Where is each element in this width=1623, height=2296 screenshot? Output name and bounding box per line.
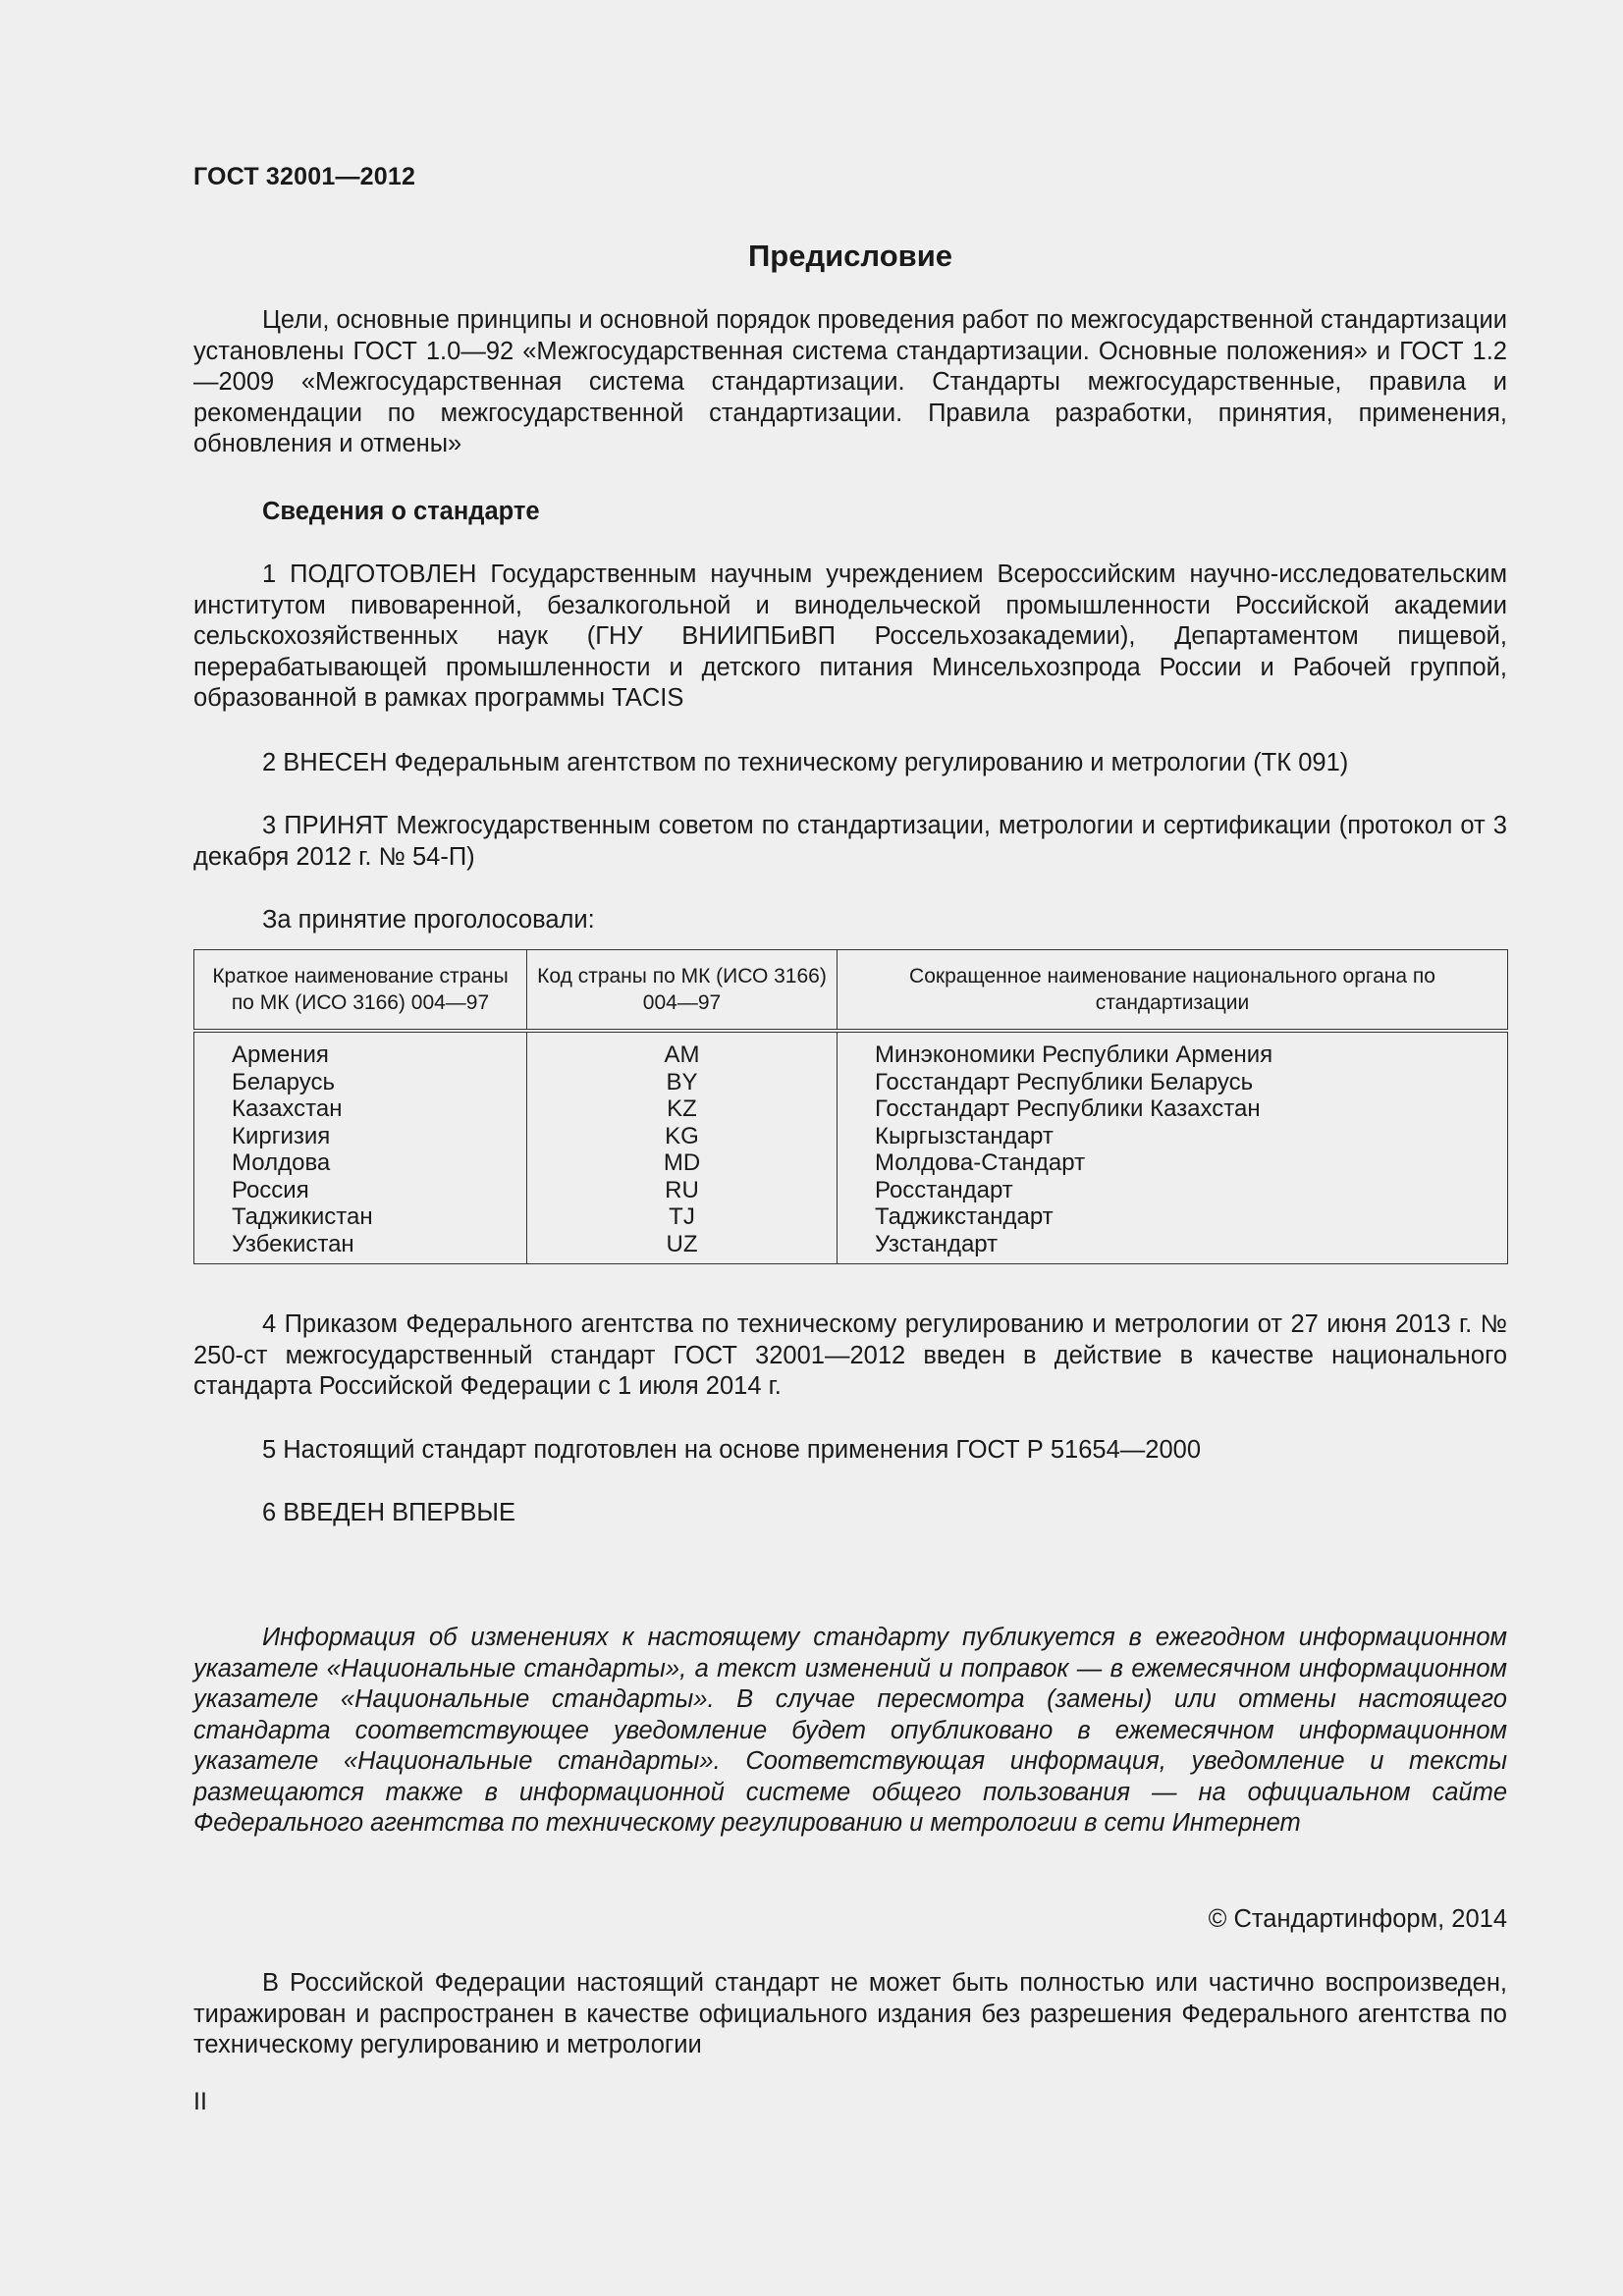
page-title: Предисловие xyxy=(747,239,952,273)
item-3-paragraph: 3 ПРИНЯТ Межгосударственным советом по стандартизации, метрологии и сертификации (протокол от 3 декабря 2012 г. № 54-П) xyxy=(193,812,1507,871)
table-row xyxy=(194,1203,1508,1231)
table-header-code: Код страны по МК (ИСО 3166) 004—97 xyxy=(527,950,838,1032)
table-cell-code: KG xyxy=(527,1123,838,1150)
vote-label: За принятие проголосовали: xyxy=(262,906,595,934)
table-row xyxy=(194,1177,1508,1204)
table-cell-body: Кыргызстандарт xyxy=(838,1123,1508,1150)
table-cell-body: Узстандарт xyxy=(838,1231,1508,1264)
table-cell-code: AM xyxy=(527,1031,838,1069)
table-cell-code: RU xyxy=(527,1177,838,1204)
rights-paragraph: В Российской Федерации настоящий стандарт не может быть полностью или частично воспроизведен, тиражирован и распространен в качестве официального издания без разрешения Федерального агентства по техническому регулированию и метрологии xyxy=(193,1969,1507,2058)
table-cell-code: UZ xyxy=(527,1231,838,1264)
intro-paragraph: Цели, основные принципы и основной порядок проведения работ по межгосударственной стандартизации установлены ГОСТ 1.0—92 «Межгосударственная система стандартизации. Основные положения» и ГОСТ 1.2—2009 «Межгосударственная система стандартизации. Стандарты межгосударственные, правила и рекомендации по межгосударственной стандартизации. Правила разработки, принятия, применения, обновления и отмены» xyxy=(193,306,1507,457)
standard-code: ГОСТ 32001—2012 xyxy=(193,163,416,190)
item-1-paragraph: 1 ПОДГОТОВЛЕН Государственным научным учреждением Всероссийским научно-исследовательским институтом пивоваренной, безалкогольной и винодельческой промышленности Российской академии сельскохозяйственных наук (ГНУ ВНИИПБиВП Россельхозакадемии), Департаментом пищевой, перерабатывающей промышленности и детского питания Минсельхозпрода России и Рабочей группой, образованной в рамках программы TACIS xyxy=(193,561,1507,712)
table-cell-body: Госстандарт Республики Казахстан xyxy=(838,1095,1508,1123)
table-cell-body: Молдова-Стандарт xyxy=(838,1149,1508,1177)
page-number: II xyxy=(193,2088,207,2115)
copyright-line: © Стандартинформ, 2014 xyxy=(1208,1905,1507,1933)
item-6-paragraph: 6 ВВЕДЕН ВПЕРВЫЕ xyxy=(262,1499,516,1526)
table-row xyxy=(194,1095,1508,1123)
item-2-paragraph: 2 ВНЕСЕН Федеральным агентством по техническому регулированию и метрологии (ТК 091) xyxy=(262,749,1349,776)
table-cell-country: Россия xyxy=(194,1177,527,1204)
table-cell-country: Казахстан xyxy=(194,1095,527,1123)
table-cell-country: Армения xyxy=(194,1031,527,1069)
item-5-paragraph: 5 Настоящий стандарт подготовлен на основе применения ГОСТ Р 51654—2000 xyxy=(262,1436,1202,1464)
table-cell-country: Беларусь xyxy=(194,1069,527,1096)
table-cell-body: Росстандарт xyxy=(838,1177,1508,1204)
table-cell-code: TJ xyxy=(527,1203,838,1231)
table-cell-code: MD xyxy=(527,1149,838,1177)
table-row xyxy=(194,1123,1508,1150)
table-cell-country: Таджикистан xyxy=(194,1203,527,1231)
table-cell-body: Таджикстандарт xyxy=(838,1203,1508,1231)
section-subheading: Сведения о стандарте xyxy=(262,498,540,525)
table-row xyxy=(194,1069,1508,1096)
table-header-row xyxy=(194,950,1508,1032)
table-cell-code: KZ xyxy=(527,1095,838,1123)
table-row xyxy=(194,1149,1508,1177)
item-4-paragraph: 4 Приказом Федерального агентства по техническому регулированию и метрологии от 27 июня 2013 г. № 250-ст межгосударственный стандарт ГОСТ 32001—2012 введен в действие в качестве национального стандарта Российской Федерации с 1 июля 2014 г. xyxy=(193,1310,1507,1400)
table-cell-country: Киргизия xyxy=(194,1123,527,1150)
table-row xyxy=(194,1231,1508,1264)
table-header-body: Сокращенное наименование национального органа по стандартизации xyxy=(838,950,1508,1032)
table-cell-body: Минэкономики Республики Армения xyxy=(838,1031,1508,1069)
voting-table xyxy=(193,949,1508,1264)
table-row xyxy=(194,1031,1508,1069)
table-cell-code: BY xyxy=(527,1069,838,1096)
table-header-country: Краткое наименование страны по МК (ИСО 3166) 004—97 xyxy=(194,950,527,1032)
table-cell-body: Госстандарт Республики Беларусь xyxy=(838,1069,1508,1096)
table-cell-country: Узбекистан xyxy=(194,1231,527,1264)
table-cell-country: Молдова xyxy=(194,1149,527,1177)
changes-info-paragraph: Информация об изменениях к настоящему стандарту публикуется в ежегодном информационном указателе «Национальные стандарты», а текст изменений и поправок — в ежемесячном информационном указателе «Национальные стандарты». В случае пересмотра (замены) или отмены настоящего стандарта соответствующее уведомление будет опубликовано в ежемесячном информационном указателе «Национальные стандарты». Соответствующая информация, уведомление и тексты размещаются также в информационной системе общего пользования — на официальном сайте Федерального агентства по техническому регулированию и метрологии в сети Интернет xyxy=(193,1624,1507,1837)
